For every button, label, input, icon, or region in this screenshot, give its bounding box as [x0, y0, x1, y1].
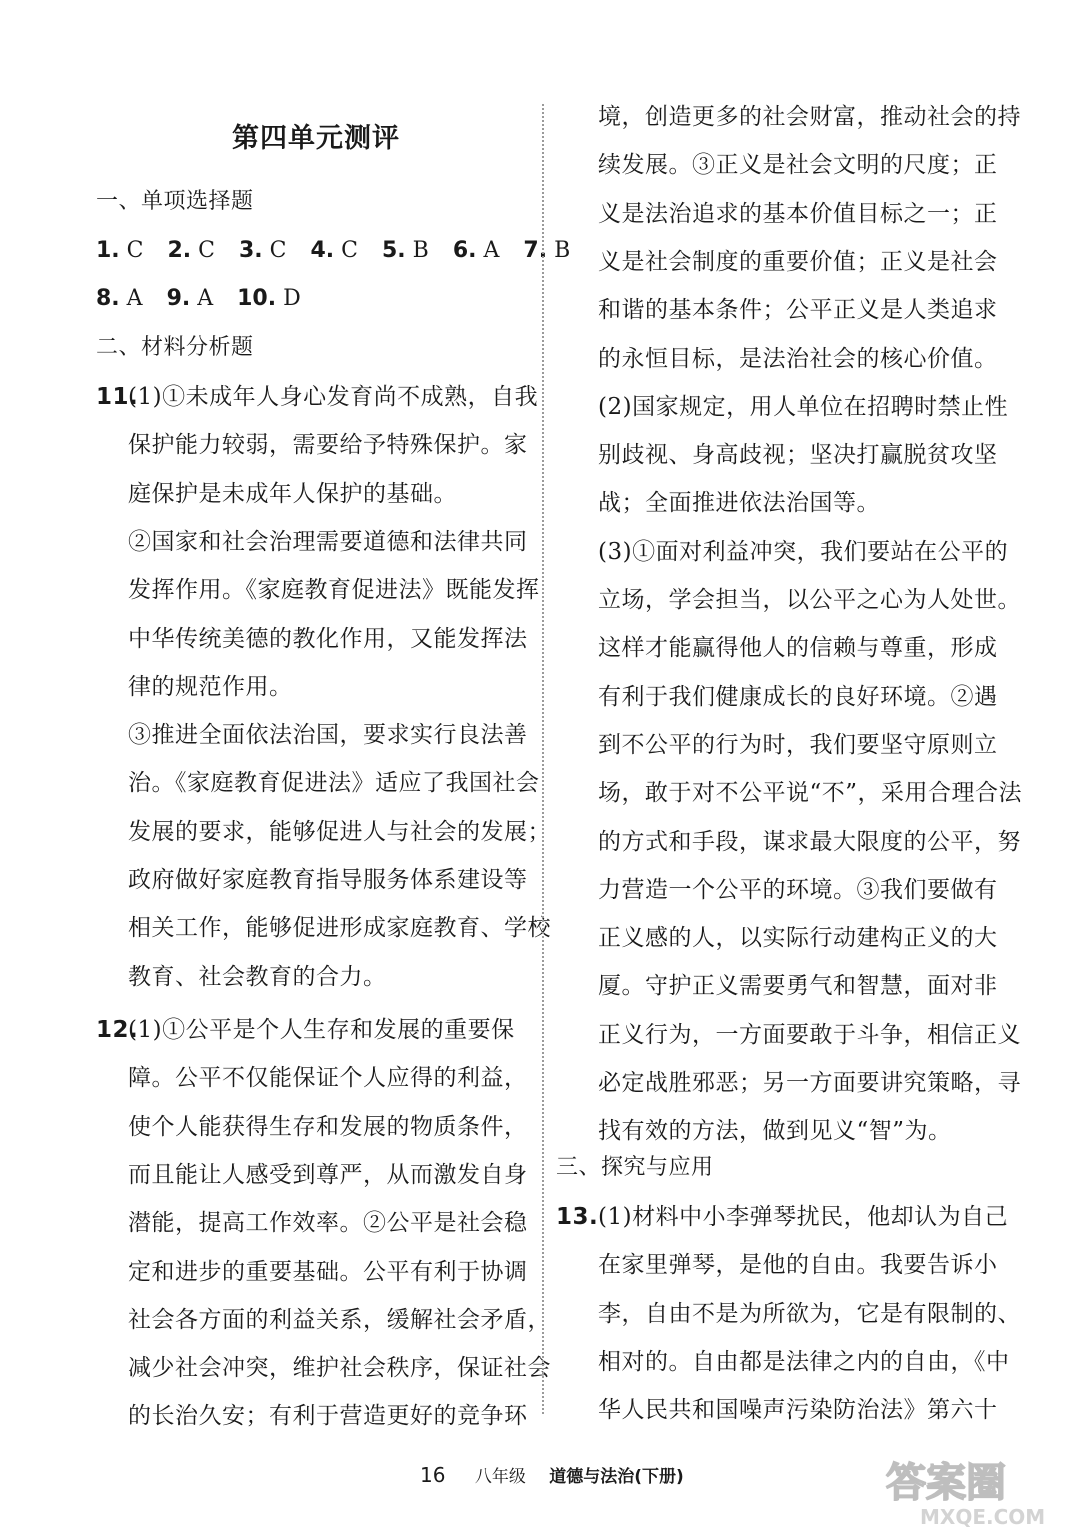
text-line: 到不公平的行为时，我们要坚守原则立: [598, 731, 998, 758]
choice-answer: 4. C: [310, 238, 358, 263]
text-line: 别歧视、身高歧视；坚决打赢脱贫攻坚: [598, 442, 998, 469]
text-line: 义是社会制度的重要价值；正义是社会: [598, 248, 998, 275]
text-line: 障。公平不仅能保证个人应得的利益，: [128, 1065, 528, 1092]
text-line: 场，敢于对不公平说“不”，采用合理合法: [598, 780, 1023, 807]
watermark-text: 答案圈: [886, 1460, 1006, 1506]
text-line: 使个人能获得生存和发展的物质条件，: [128, 1113, 528, 1140]
choice-answer: 5. B: [382, 238, 429, 263]
text-line: 厦。守护正义需要勇气和智慧，面对非: [598, 973, 998, 1000]
question-number-12: 12.: [96, 1017, 139, 1043]
text-line: 而且能让人感受到尊严，从而激发自身: [128, 1161, 528, 1188]
text-line: 续发展。③正义是社会文明的尺度；正: [598, 152, 998, 179]
text-line: 社会各方面的利益关系，缓解社会矛盾，: [128, 1306, 551, 1333]
text-line: 力营造一个公平的环境。③我们要做有: [598, 876, 998, 903]
text-line: 相对的。自由都是法律之内的自由，《中: [598, 1348, 1010, 1375]
text-line: 教育、社会教育的合力。: [128, 963, 387, 990]
choice-answer: 2. C: [167, 238, 215, 263]
text-line: ③推进全面依法治国，要求实行良法善: [128, 722, 528, 749]
text-line: 发展的要求，能够促进人与社会的发展；: [128, 818, 551, 845]
text-line: 义是法治追求的基本价值目标之一；正: [598, 200, 998, 227]
watermark-logo: [880, 1450, 1050, 1530]
text-line: 在家里弹琴，是他的自由。我要告诉小: [598, 1252, 998, 1279]
section-heading-choice: 一、单项选择题: [96, 189, 254, 214]
choice-answer: 7. B: [523, 238, 571, 263]
text-line: 的方式和手段，谋求最大限度的公平，努: [598, 828, 1021, 855]
text-line: 律的规范作用。: [128, 673, 293, 700]
choice-answer: 10. D: [237, 286, 301, 311]
choice-answer: 3. C: [239, 238, 287, 263]
text-line: 境，创造更多的社会财富，推动社会的持: [598, 104, 1021, 130]
text-line: ②国家和社会治理需要道德和法律共同: [128, 528, 528, 555]
question-number-13: 13.: [556, 1204, 599, 1230]
text-line: 发挥作用。《家庭教育促进法》既能发挥: [128, 577, 540, 604]
section-heading-inquiry: 三、探究与应用: [556, 1155, 714, 1180]
text-line: (1)①未成年人身心发育尚不成熟，自我: [128, 384, 539, 410]
text-line: 保护能力较弱，需要给予特殊保护。家: [128, 432, 528, 459]
choice-answer: 1. C: [96, 238, 144, 263]
page-title: 第四单元测评: [232, 123, 400, 154]
choice-answer: 6. A: [452, 238, 500, 263]
text-line: 潜能，提高工作效率。②公平是社会稳: [128, 1210, 528, 1237]
text-line: 立场，学会担当，以公平之心为人处世。: [598, 587, 1021, 613]
question-number-11: 11.: [96, 384, 139, 410]
text-line: 有利于我们健康成长的良好环境。②遇: [598, 683, 998, 710]
text-line: (3)①面对利益冲突，我们要站在公平的: [598, 538, 1009, 565]
answers-row-1: [96, 238, 594, 263]
text-line: 正义感的人，以实际行动建构正义的大: [598, 925, 998, 952]
text-line: 政府做好家庭教育指导服务体系建设等: [128, 867, 528, 893]
text-line: 定和进步的重要基础。公平有利于协调: [128, 1258, 528, 1285]
text-line: 必定战胜邪恶；另一方面要讲究策略，寻: [598, 1070, 1021, 1096]
section-heading-analysis: 二、材料分析题: [96, 335, 254, 360]
text-line: 找有效的方法，做到见义“智”为。: [598, 1118, 952, 1145]
text-line: 相关工作，能够促进形成家庭教育、学校: [128, 915, 551, 942]
column-divider: [542, 104, 544, 1414]
text-line: (1)材料中小李弹琴扰民，他却认为自己: [598, 1204, 1009, 1230]
text-line: 治。《家庭教育促进法》适应了我国社会: [128, 770, 540, 797]
text-line: 庭保护是未成年人保护的基础。: [128, 480, 457, 507]
text-line: 这样才能赢得他人的信赖与尊重，形成: [598, 635, 998, 662]
text-line: 和谐的基本条件；公平正义是人类追求: [598, 297, 998, 324]
text-line: 战；全面推进依法治国等。: [598, 490, 880, 517]
choice-answer: 8. A: [96, 286, 143, 311]
page-number: 16: [420, 1463, 446, 1487]
text-line: 华人民共和国噪声污染防治法》第六十: [598, 1397, 998, 1424]
text-line: (1)①公平是个人生存和发展的重要保: [128, 1017, 515, 1043]
page-footer: [420, 1462, 684, 1487]
watermark-url: MXQE.COM: [920, 1505, 1046, 1529]
text-line: 中华传统美德的教化作用，又能发挥法: [128, 625, 528, 652]
subject-label: 道德与法治(下册): [549, 1467, 684, 1487]
grade-label: 八年级: [474, 1467, 526, 1487]
text-line: 正义行为，一方面要敢于斗争，相信正义: [598, 1021, 1021, 1048]
text-line: 李，自由不是为所欲为，它是有限制的、: [598, 1300, 1021, 1327]
choice-answer: 9. A: [166, 286, 214, 311]
text-line: 的永恒目标，是法治社会的核心价值。: [598, 345, 998, 372]
answers-row-2: [96, 286, 325, 311]
text-line: 减少社会冲突，维护社会秩序，保证社会: [128, 1355, 551, 1382]
text-line: 的长治久安；有利于营造更好的竞争环: [128, 1403, 528, 1430]
text-line: (2)国家规定，用人单位在招聘时禁止性: [598, 393, 1009, 420]
